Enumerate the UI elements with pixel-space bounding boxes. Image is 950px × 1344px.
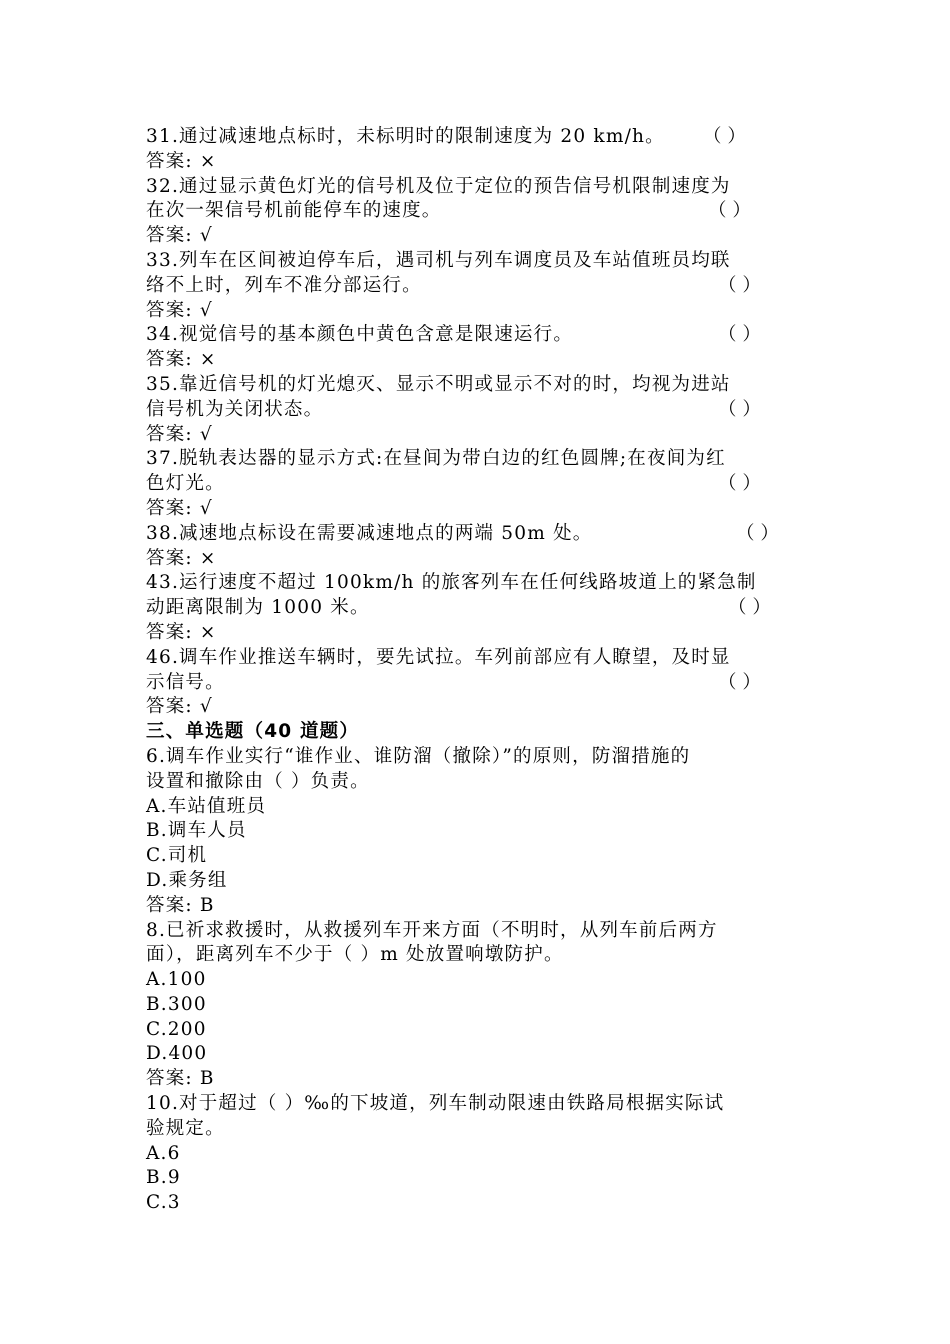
answer-parentheses: （ ）: [718, 473, 761, 495]
question-37-line-2: [146, 472, 811, 497]
mc-8-option-d: D.400: [146, 1043, 208, 1065]
question-35-line-2: [146, 398, 811, 423]
question-38-line-1: [146, 522, 811, 547]
question-38-answer: 答案: ×: [146, 547, 217, 569]
question-33-text-cont: 络不上时，列车不准分部运行。: [146, 274, 422, 296]
question-34-line-1: [146, 323, 811, 348]
question-43-text-cont: 动距离限制为 1000 米。: [146, 597, 370, 619]
mc-question-10-line-2: 验规定。: [146, 1117, 225, 1139]
question-37-text-cont: 色灯光。: [146, 473, 225, 495]
mc-6-option-d: D.乘务组: [146, 869, 228, 891]
document-content: [146, 125, 811, 1216]
question-46-answer: 答案: √: [146, 696, 213, 718]
question-31-text: 31.通过减速地点标时，未标明时的限制速度为 20 km/h。: [146, 126, 665, 147]
mc-8-option-b: B.300: [146, 993, 207, 1015]
mc-8-option-c: C.200: [146, 1018, 207, 1040]
question-46-text-cont: 示信号。: [146, 671, 225, 693]
answer-parentheses: （ ）: [728, 597, 771, 619]
mc-question-8-line-2: 面），距离列车不少于（ ）m 处放置响墩防护。: [146, 944, 564, 966]
answer-parentheses: （ ）: [703, 126, 746, 147]
question-35-line-1: 35.靠近信号机的灯光熄灭、显示不明或显示不对的时，均视为进站: [146, 373, 731, 395]
question-32-answer: 答案: √: [146, 225, 213, 247]
answer-parentheses: （ ）: [736, 522, 779, 544]
question-31-line-1: [146, 125, 811, 150]
mc-6-option-c: C.司机: [146, 845, 208, 867]
question-46-line-1: 46.调车作业推送车辆时，要先试拉。车列前部应有人瞭望，及时显: [146, 646, 731, 668]
mc-question-8-line-1: 8.已祈求救援时，从救援列车开来方面（不明时，从列车前后两方: [146, 919, 718, 941]
question-31-answer: 答案: ×: [146, 150, 217, 172]
question-43-line-2: [146, 596, 811, 621]
section-heading: 三、单选题（40 道题）: [146, 721, 360, 743]
answer-parentheses: （ ）: [718, 671, 761, 693]
question-33-line-2: [146, 274, 811, 299]
mc-10-option-c: C.3: [146, 1192, 181, 1214]
question-35-answer: 答案: √: [146, 423, 213, 445]
question-34-text: 34.视觉信号的基本颜色中黄色含意是限速运行。: [146, 324, 574, 346]
question-46-line-2: [146, 671, 811, 696]
mc-question-10-line-1: 10.对于超过（ ）‰的下坡道，列车制动限速由铁路局根据实际试: [146, 1093, 725, 1115]
answer-parentheses: （ ）: [718, 324, 761, 346]
mc-10-option-b: B.9: [146, 1167, 181, 1189]
question-43-answer: 答案: ×: [146, 621, 217, 643]
mc-question-6-answer: 答案: B: [146, 894, 215, 916]
answer-parentheses: （ ）: [718, 398, 761, 420]
question-32-line-1: 32.通过显示黄色灯光的信号机及位于定位的预告信号机限制速度为: [146, 175, 731, 197]
question-34-answer: 答案: ×: [146, 349, 217, 371]
question-32-line-2: [146, 199, 811, 224]
question-37-line-1: 37.脱轨表达器的显示方式:在昼间为带白边的红色圆牌;在夜间为红: [146, 448, 726, 470]
mc-question-8-answer: 答案: B: [146, 1068, 215, 1090]
mc-question-6-line-2: 设置和撤除由（ ）负责。: [146, 770, 370, 792]
mc-question-6-line-1: 6.调车作业实行“谁作业、谁防溜（撤除）”的原则，防溜措施的: [146, 745, 691, 767]
question-38-text: 38.减速地点标设在需要减速地点的两端 50m 处。: [146, 522, 593, 544]
mc-8-option-a: A.100: [146, 969, 207, 991]
question-35-text-cont: 信号机为关闭状态。: [146, 398, 324, 420]
mc-6-option-b: B.调车人员: [146, 820, 247, 842]
mc-6-option-a: A.车站值班员: [146, 795, 267, 817]
answer-parentheses: （ ）: [708, 200, 751, 222]
question-32-text-cont: 在次一架信号机前能停车的速度。: [146, 200, 442, 222]
question-43-line-1: 43.运行速度不超过 100km/h 的旅客列车在任何线路坡道上的紧急制: [146, 572, 757, 594]
question-33-answer: 答案: √: [146, 299, 213, 321]
answer-parentheses: （ ）: [718, 274, 761, 296]
question-33-line-1: 33.列车在区间被迫停车后，遇司机与列车调度员及车站值班员均联: [146, 249, 731, 271]
question-37-answer: 答案: √: [146, 497, 213, 519]
mc-10-option-a: A.6: [146, 1142, 181, 1164]
